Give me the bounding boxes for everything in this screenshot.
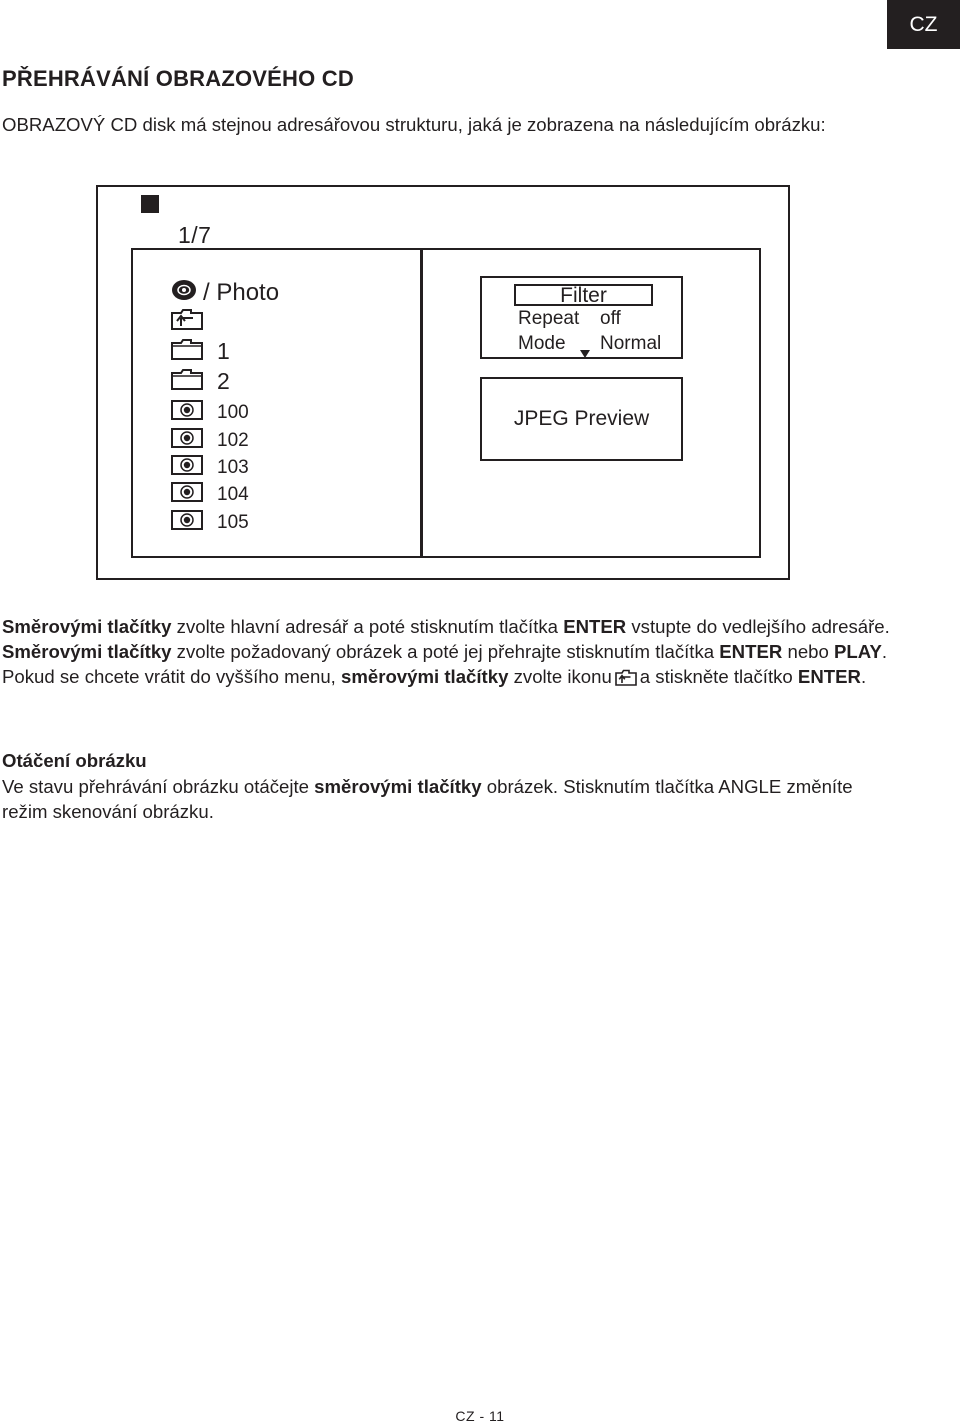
navigation-instructions — [2, 614, 892, 692]
filter-button[interactable]: Filter — [514, 284, 653, 306]
text-run: . — [860, 666, 867, 687]
emphasis: ENTER — [563, 616, 627, 637]
text-run: zvolte hlavní adresář a poté stisknutím tlačítka — [171, 616, 564, 637]
mode-value[interactable]: Normal — [600, 333, 662, 354]
up-folder-item[interactable] — [171, 308, 217, 335]
item-label: 104 — [217, 483, 249, 505]
text-run: zvolte požadovaný obrázek a poté jej přehrajte stisknutím tlačítka — [171, 641, 720, 662]
image-file-item[interactable] — [171, 482, 249, 507]
intro-text: OBRAZOVÝ CD disk má stejnou adresářovou strukturu, jaká je zobrazena na následujícím obrázku: — [2, 114, 826, 135]
image-file-item[interactable] — [171, 455, 249, 480]
preview-pane — [420, 248, 761, 558]
text-run: Ve stavu přehrávání obrázku otáčejte — [2, 776, 315, 797]
mode-label: Mode — [518, 333, 566, 354]
emphasis: Směrovými tlačítky — [2, 616, 172, 637]
item-label: 1 — [217, 338, 230, 364]
repeat-value[interactable]: off — [600, 308, 621, 329]
image-file-icon — [171, 510, 203, 535]
jpeg-preview-label: JPEG Preview — [513, 407, 650, 430]
corner-marker — [141, 195, 159, 213]
text-run: nebo — [782, 641, 835, 662]
image-file-icon — [171, 482, 203, 507]
text-run: . Pokud se chcete vrátit do vyššího menu, — [2, 641, 888, 687]
up-folder-icon — [171, 308, 203, 335]
image-file-icon — [171, 455, 203, 480]
item-label: 105 — [217, 511, 249, 533]
page-number: CZ - 11 — [455, 1408, 505, 1424]
emphasis: směrovými tlačítky — [341, 666, 509, 687]
path-label: / Photo — [203, 278, 280, 306]
folder-icon — [171, 338, 203, 365]
image-file-icon — [171, 428, 203, 453]
file-list-pane — [131, 248, 423, 558]
emphasis: směrovými tlačítky — [314, 776, 482, 797]
item-label: 103 — [217, 456, 249, 478]
page-counter: 1/7 — [178, 222, 212, 248]
emphasis: ENTER — [719, 641, 783, 662]
dropdown-arrow-icon[interactable] — [580, 350, 590, 358]
repeat-label: Repeat — [518, 308, 580, 329]
image-file-item[interactable] — [171, 400, 249, 425]
options-box — [480, 276, 683, 359]
jpeg-preview-box — [480, 377, 683, 461]
disc-icon — [171, 278, 197, 307]
folder-item[interactable] — [171, 368, 230, 395]
directory-structure-diagram — [96, 185, 790, 580]
emphasis: Směrovými tlačítky — [2, 641, 172, 662]
current-path — [171, 278, 279, 307]
folder-item[interactable] — [171, 338, 230, 365]
emphasis: PLAY — [834, 641, 882, 662]
text-run: zvolte ikonu — [508, 666, 612, 687]
image-file-item[interactable] — [171, 510, 249, 535]
section-title: PŘEHRÁVÁNÍ OBRAZOVÉHO CD — [2, 66, 354, 91]
up-folder-icon — [615, 667, 637, 692]
folder-icon — [171, 368, 203, 395]
text-run: a stiskněte tlačítko — [639, 666, 798, 687]
item-label: 2 — [217, 368, 230, 394]
text-run: obrázek. Stisknutím tlačítka ANGLE změníte režim skenování obrázku. — [2, 776, 853, 822]
rotation-title: Otáčení obrázku — [2, 750, 147, 771]
item-label: 102 — [217, 429, 249, 451]
emphasis: ENTER — [797, 666, 861, 687]
language-badge: CZ — [887, 0, 960, 49]
image-file-icon — [171, 400, 203, 425]
text-run: vstupte do vedlejšího adresáře. — [626, 616, 890, 637]
rotation-instructions — [2, 774, 892, 824]
image-file-item[interactable] — [171, 428, 249, 453]
item-label: 100 — [217, 401, 249, 423]
